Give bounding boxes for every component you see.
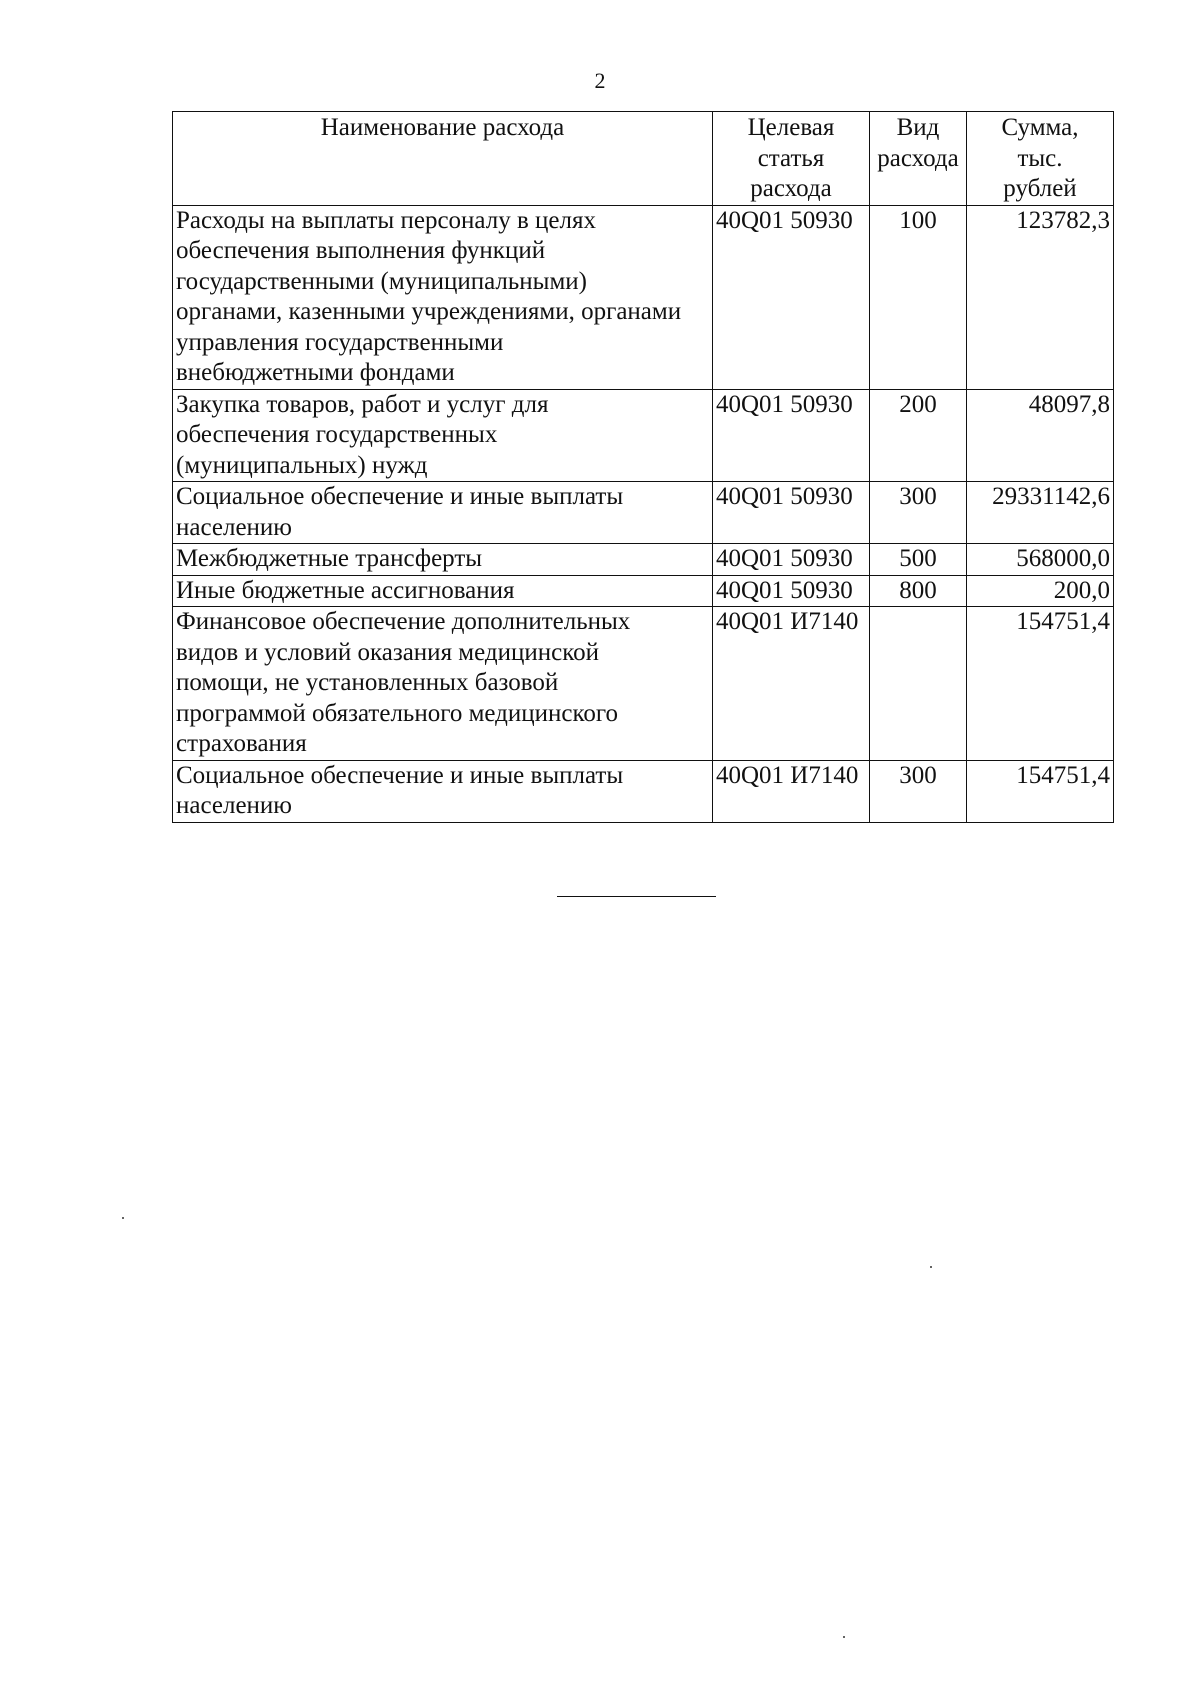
closing-divider-line <box>557 896 716 897</box>
target-article-cell: 40Q01 50930 <box>713 205 870 389</box>
header-line: Сумма, <box>1001 114 1079 141</box>
table-row <box>173 482 1114 544</box>
table-row <box>173 389 1114 482</box>
name-line: Расходы на выплаты персоналу в целях <box>176 206 596 234</box>
expense-name-cell <box>173 607 713 761</box>
header-line: Целевая <box>747 114 835 141</box>
header-line: рублей <box>1003 175 1077 202</box>
expense-type-cell: 300 <box>870 482 967 544</box>
amount-cell: 48097,8 <box>967 389 1114 482</box>
header-amount <box>967 112 1114 206</box>
expense-name-cell <box>173 482 713 544</box>
amount-cell: 154751,4 <box>967 607 1114 761</box>
name-line: управления государственными <box>176 328 504 356</box>
budget-expenses-table <box>172 111 1114 823</box>
table-row <box>173 607 1114 761</box>
name-line: органами, казенными учреждениями, органами <box>176 298 682 325</box>
table-row <box>173 205 1114 389</box>
target-article-cell: 40Q01 50930 <box>713 544 870 576</box>
header-target-article <box>713 112 870 206</box>
name-line: программой обязательного медицинского <box>176 699 619 727</box>
expense-name-cell <box>173 760 713 822</box>
name-line: населению <box>176 792 292 819</box>
name-line: обеспечения выполнения функций <box>176 237 546 264</box>
scan-speck <box>122 1217 124 1219</box>
target-article-cell: 40Q01 50930 <box>713 575 870 607</box>
expense-name-cell <box>173 389 713 482</box>
header-line: расхода <box>750 175 832 202</box>
name-line: государственными (муниципальными) <box>176 267 587 295</box>
name-line: Финансовое обеспечение дополнительных <box>176 608 631 635</box>
expense-type-cell: 100 <box>870 205 967 389</box>
expense-name-cell <box>173 205 713 389</box>
header-line: тыс. <box>1017 144 1063 172</box>
amount-cell: 154751,4 <box>967 760 1114 822</box>
header-line: Вид <box>896 114 940 141</box>
name-line: Иные бюджетные ассигнования <box>176 576 515 604</box>
name-line: обеспечения государственных <box>176 421 498 448</box>
amount-cell: 568000,0 <box>967 544 1114 576</box>
expense-type-cell: 200 <box>870 389 967 482</box>
name-line: Закупка товаров, работ и услуг для <box>176 390 549 418</box>
table-row <box>173 760 1114 822</box>
page-number: 2 <box>594 68 606 93</box>
name-line: помощи, не установленных базовой <box>176 669 559 696</box>
name-line: Социальное обеспечение и иные выплаты <box>176 483 624 510</box>
target-article-cell: 40Q01 И7140 <box>713 607 870 761</box>
header-expense-name <box>173 112 713 206</box>
name-line: внебюджетными фондами <box>176 359 455 386</box>
expense-name-cell <box>173 575 713 607</box>
name-line: видов и условий оказания медицинской <box>176 638 599 666</box>
table-row <box>173 544 1114 576</box>
scan-speck <box>930 1266 932 1268</box>
header-line: расхода <box>877 144 959 172</box>
expense-type-cell: 500 <box>870 544 967 576</box>
header-line: статья <box>757 144 825 172</box>
expense-name-cell <box>173 544 713 576</box>
name-line: населению <box>176 513 292 541</box>
amount-cell: 200,0 <box>967 575 1114 607</box>
table-header-row <box>173 112 1114 206</box>
scan-speck <box>843 1636 845 1638</box>
target-article-cell: 40Q01 50930 <box>713 482 870 544</box>
table-row <box>173 575 1114 607</box>
target-article-cell: 40Q01 50930 <box>713 389 870 482</box>
header-expense-name-text: Наименование расхода <box>320 114 565 141</box>
header-expense-type <box>870 112 967 206</box>
amount-cell: 29331142,6 <box>967 482 1114 544</box>
name-line: Межбюджетные трансферты <box>176 545 483 572</box>
target-article-cell: 40Q01 И7140 <box>713 760 870 822</box>
expense-type-cell: 300 <box>870 760 967 822</box>
name-line: Социальное обеспечение и иные выплаты <box>176 761 624 789</box>
amount-cell: 123782,3 <box>967 205 1114 389</box>
expense-type-cell <box>870 607 967 761</box>
expense-type-cell: 800 <box>870 575 967 607</box>
name-line: страхования <box>176 730 307 757</box>
name-line: (муниципальных) нужд <box>176 451 428 479</box>
